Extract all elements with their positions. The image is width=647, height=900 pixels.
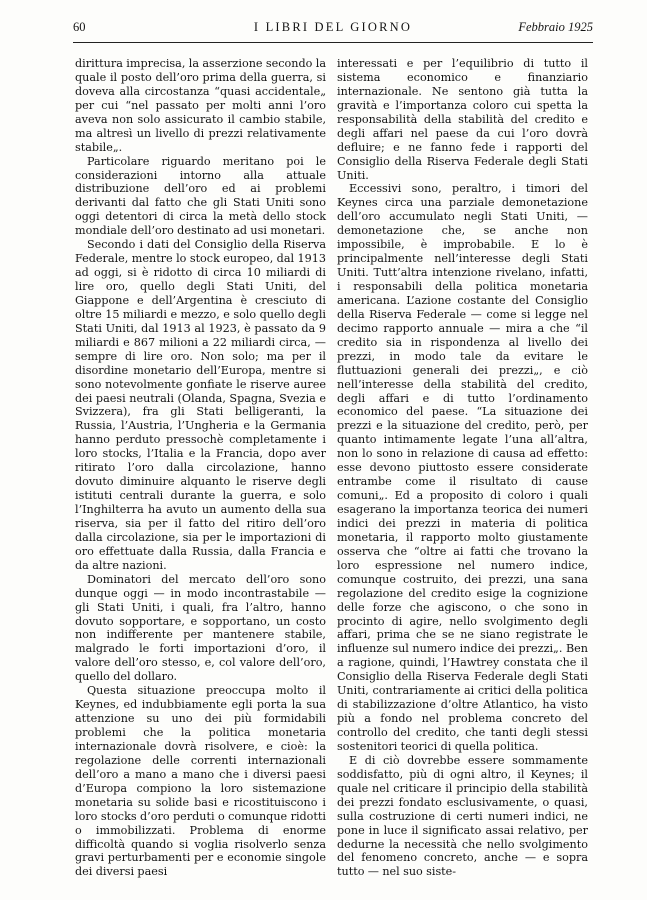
header-rule bbox=[73, 42, 593, 43]
running-header bbox=[73, 20, 593, 38]
paragraph: Secondo i dati del Consiglio della Riserva Federale, mentre lo stock europeo, dal 1913 ad oggi, si è ridotto di circa 10 miliardi di lire oro, quello degli Stati Uniti, del Giappone e dell’Argentina è cresciuto di oltre 15 miliardi e mezzo, e solo quello degli Stati Uniti, dal 1913 al 1923, è passato da 9 miliardi e 867 milioni a 22 miliardi circa, — sempre di lire oro. Non solo; ma per il disordine monetario dell’Europa, mentre si sono notevolmente gonfiate le riserve auree dei paesi neutrali (Olanda, Spagna, Svezia e Svizzera), fra gli Stati belligeranti, la Russia, l’Austria, l’Ungheria e la Germania hanno perduto pressochè completamente i loro stocks, l’Italia e la Francia, dopo aver ritirato l’oro dalla circolazione, hanno dovuto diminuire alquanto le riserve degli istituti centrali durante la guerra, e solo l’Inghilterra ha avuto un aumento della sua riserva, sia per il fatto del ritiro dell’oro dalla circolazione, sia per le importazioni di oro effettuate dalla Russia, dalla Francia e da altre nazioni. bbox=[75, 238, 326, 572]
paragraph: E di ciò dovrebbe essere sommamente soddisfatto, più di ogni altro, il Keynes; il quale nel criticare il principio della stabilità dei prezzi fondato esclusivamente, o quasi, sulla costruzione di certi numeri indici, ne pone in luce il significato assai relativo, per dedurne la necessità che nello svolgimento del fenomeno concreto, anche — e sopra tutto — nel suo siste- bbox=[337, 753, 588, 879]
paragraph: Particolare riguardo meritano poi le considerazioni intorno alla attuale distribuzione dell’oro ed ai problemi derivanti dal fatto che gli Stati Uniti sono oggi detentori di circa la metà dello stock mondiale dell’oro destinato ad usi monetari. bbox=[75, 154, 326, 238]
paragraph: dirittura imprecisa, la asserzione secondo la quale il posto dell’oro prima della guerra, si doveva alla circostanza “quasi accidentale„ per cui “nel passato per molti anni l’oro aveva non solo assicurato il cambio stabile, ma altresì un livello di prezzi relativamente stabile„. bbox=[75, 57, 326, 154]
left-column bbox=[75, 57, 326, 879]
issue-date: Febbraio 1925 bbox=[518, 20, 593, 34]
paragraph: Eccessivi sono, peraltro, i timori del Keynes circa una parziale demonetazione dell’oro accumulato negli Stati Uniti, — demonetazione che, se anche non impossibile, è improbabile. E lo è principalmente nell’interesse degli Stati Uniti. Tutt’altra intenzione rivelano, infatti, i responsabili della politica monetaria americana. L’azione costante del Consiglio della Riserva Federale — come si legge nel decimo rapporto annuale — mira a che “il credito sia in rispondenza al livello dei prezzi, in modo tale da evitare le fluttuazioni generali dei prezzi„, e ciò nell’interesse della stabilità del credito, degli affari e di tutto l’ordinamento economico del paese. “La situazione dei prezzi e la situazione del credito, però, per quanto intimamente legate l’una all’altra, non lo sono in relazione di causa ad effetto: esse devono piuttosto essere considerate entrambe come il risultato di cause comuni„. Ed a proposito di coloro i quali esagerano la importanza teorica dei numeri indici dei prezzi in materia di politica monetaria, il rapporto molto giustamente osserva che “oltre ai fatti che trovano la loro espressione nel numero indice, comunque costruito, dei prezzi, una sana regolazione del credito esige la cognizione delle forze che agiscono, o che sono in procinto di agire, nello svolgimento degli affari, prima che se ne siano registrate le influenze sul numero indice dei prezzi„. Ben a ragione, quindi, l’Hawtrey constata che il Consiglio della Riserva Federale degli Stati Uniti, contrariamente ai critici della politica di stabilizzazione d’oltre Atlantico, ha visto più a fondo nel problema concreto del controllo del credito, che tanti degli stessi sostenitori teorici di quella politica. bbox=[337, 182, 588, 753]
journal-title: I LIBRI DEL GIORNO bbox=[253, 20, 413, 34]
paragraph: Questa situazione preoccupa molto il Keynes, ed indubbiamente egli porta la sua attenzione su uno dei più formidabili problemi che la politica monetaria internazionale dovrà risolvere, e cioè: la regolazione delle correnti internazionali dell’oro a mano a mano che i diversi paesi d’Europa compiono la loro sistemazione monetaria su solide basi e ricostituiscono i loro stocks d’oro perduti o comunque ridotti o immobilizzati. Problema di enorme difficoltà quando si voglia risolverlo senza gravi perturbamenti per e economie singole dei diversi paesi bbox=[75, 684, 326, 879]
paragraph: Dominatori del mercato dell’oro sono dunque oggi — in modo incontrastabile — gli Stati Uniti, i quali, fra l’altro, hanno dovuto sopportare, e sopportano, un costo non indifferente per mantenere stabile, malgrado le forti importazioni d’oro, il valore dell’oro stesso, e, col valore dell’oro, quello del dollaro. bbox=[75, 572, 326, 684]
page-number: 60 bbox=[73, 20, 86, 34]
paragraph: interessati e per l’equilibrio di tutto il sistema economico e finanziario internazionale. Ne sentono già tutta la gravità e l’importanza coloro cui spetta la responsabilità della stabilità del credito e degli affari nel paese da cui l’oro dovrà defluire; e ne fanno fede i rapporti del Consiglio della Riserva Federale degli Stati Uniti. bbox=[337, 57, 588, 182]
right-column bbox=[337, 57, 588, 879]
